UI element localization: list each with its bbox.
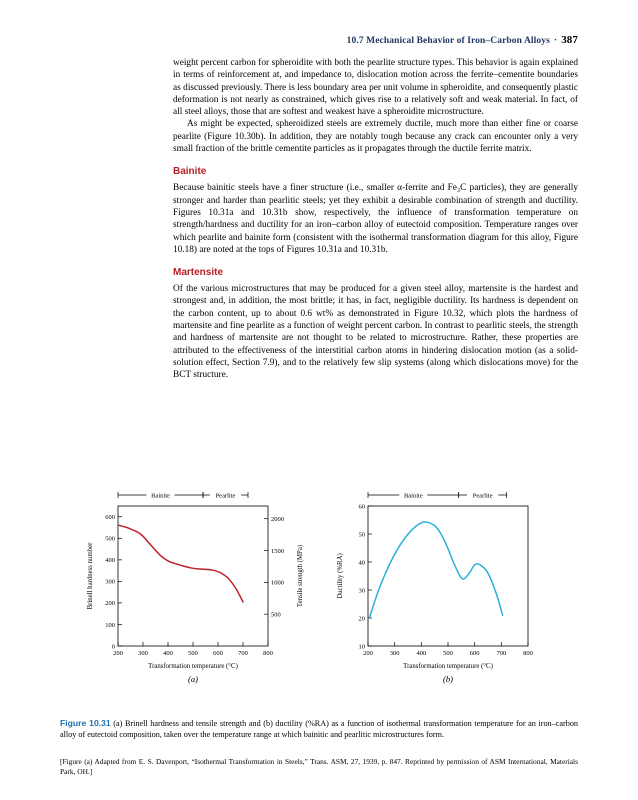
y-tick-label: 200 [105,600,115,608]
heading-martensite: Martensite [173,267,224,279]
page-number: 387 [561,34,578,46]
paragraph-1: weight percent carbon for spheroidite with both the pearlite structure types. This behavior is again explained in terms of reinforcement at, and impedance to, dislocation motion across the ferrite–cementite boundaries as discussed previously. There is less boundary area per unit volume in spheroidite, and consequently plastic deformation is not nearly as constrained, which gives rise to a relatively soft and weak material. In fact, of all steel alloys, those that are softest and weakest have a spheroidite microstructure. [173,58,578,118]
x-tick-label: 400 [163,650,173,657]
y-axis-title: Ductility (%RA) [337,553,344,599]
body-column [173,57,578,382]
heading-bainite: Bainite [173,166,207,178]
figure-10-31 [60,480,580,695]
running-head [347,34,578,46]
x-axis-title: Transformation temperature (°C) [403,663,493,670]
figure-caption-text: (a) Brinell hardness and tensile strength and (b) ductility (%RA) as a function of isothermal transformation temperature for an iron–carbon alloy of eutectoid composition, taken over the temperature range at which bainitic and pearlitic microstructures form. [60,719,579,739]
y-axis-title: Brinell hardness number [87,542,94,610]
running-head-title: 10.7 Mechanical Behavior of Iron–Carbon Alloys [346,36,550,46]
y2-tick-label: 500 [271,611,281,619]
chart-a-svg [72,480,322,695]
x-tick-label: 200 [113,650,123,657]
y-tick-label: 60 [358,503,365,511]
x-tick-label: 200 [363,650,373,657]
y-tick-label: 50 [358,531,365,539]
range-label: Pearlite [472,492,493,500]
x-tick-label: 500 [443,650,453,657]
x-tick-label: 300 [389,650,400,657]
range-label: Bainite [151,492,170,500]
x-tick-label: 700 [238,650,248,657]
y2-axis-title: Tensile strength (MPa) [297,544,304,608]
y2-tick-label: 1000 [271,579,284,587]
figure-credit: [Figure (a) Adapted from E. S. Davenport, “Isothermal Transformation in Steels,” Trans. ASM, 27, 1939, p. 847. Reprinted by permission of ASM International, Materials Park, OH.] [60,757,578,776]
x-tick-label: 300 [138,650,148,657]
sub-caption: (b) [443,674,453,684]
plot-frame [368,506,528,646]
paragraph-martensite: Of the various microstructures that may be produced for a given steel alloy, martensite is the hardest and strongest and, in addition, the most brittle; it has, in fact, negligible ductility. Its hardness is dependent on the carbon content, up to about 0.6 wt% as demonstrated in Figure 10.32, which plots the hardness of martensite and fine pearlite as a function of weight percent carbon. In contrast to pearlitic steels, the strength and hardness of martensite are not thought to be related to microstructure. Rather, these properties are attributed to the effectiveness of the interstitial carbon atoms in hindering dislocation motion (as a solid-solution effect, Section 7.9), and to the relatively few slip systems (along which dislocations move) for the BCT structure. [173,284,578,381]
y-tick-label: 20 [358,615,365,623]
plot-frame [118,506,268,646]
y2-tick-label: 1500 [271,547,284,555]
y-tick-label: 300 [105,578,115,586]
paragraph-bainite: Because bainitic steels have a finer structure (i.e., smaller α-ferrite and Fe₃C particles), they are generally stronger and harder than pearlitic steels; yet they exhibit a desirable combination of strength and ductility. Figures 10.31a and 10.31b show, respectively, the influence of transformation temperature on strength/hardness and ductility for an iron–carbon alloy of eutectoid composition. Temperature ranges over which pearlite and bainite form (consistent with the isothermal transformation diagram for this alloy, Figure 10.18) are noted at the tops of Figures 10.31a and 10.31b. [173,183,578,255]
y-tick-label: 500 [105,535,115,543]
range-label: Pearlite [215,492,236,500]
chart-b-svg [328,480,578,695]
chart-b-container [328,480,578,700]
y-tick-label: 0 [111,643,115,651]
x-tick-label: 500 [188,650,198,657]
x-tick-label: 800 [523,650,533,657]
y-tick-label: 100 [105,621,115,629]
paragraph-2: As might be expected, spheroidized steels are extremely ductile, much more than either fine or coarse pearlite (Figure 10.30b). In addition, they are notably tough because any crack can encounter only a very small fraction of the brittle cementite particles as it propagates through the ductile ferrite matrix. [173,119,578,155]
range-label: Bainite [403,492,423,500]
sub-caption: (a) [188,674,198,684]
y-tick-label: 400 [105,557,115,565]
figure-caption [60,718,578,740]
y2-tick-label: 2000 [271,516,284,524]
figure-number: Figure 10.31 [60,718,111,728]
x-tick-label: 600 [469,650,480,657]
y-tick-label: 30 [358,587,365,595]
running-head-separator: · [553,36,558,46]
x-tick-label: 400 [416,650,427,657]
y-tick-label: 40 [358,559,365,567]
x-tick-label: 800 [263,650,273,657]
y-tick-label: 600 [105,514,115,522]
chart-a-container [72,480,322,700]
x-tick-label: 700 [496,650,507,657]
x-axis-title: Transformation temperature (°C) [148,663,238,670]
y-tick-label: 10 [358,643,365,651]
x-tick-label: 600 [213,650,223,657]
